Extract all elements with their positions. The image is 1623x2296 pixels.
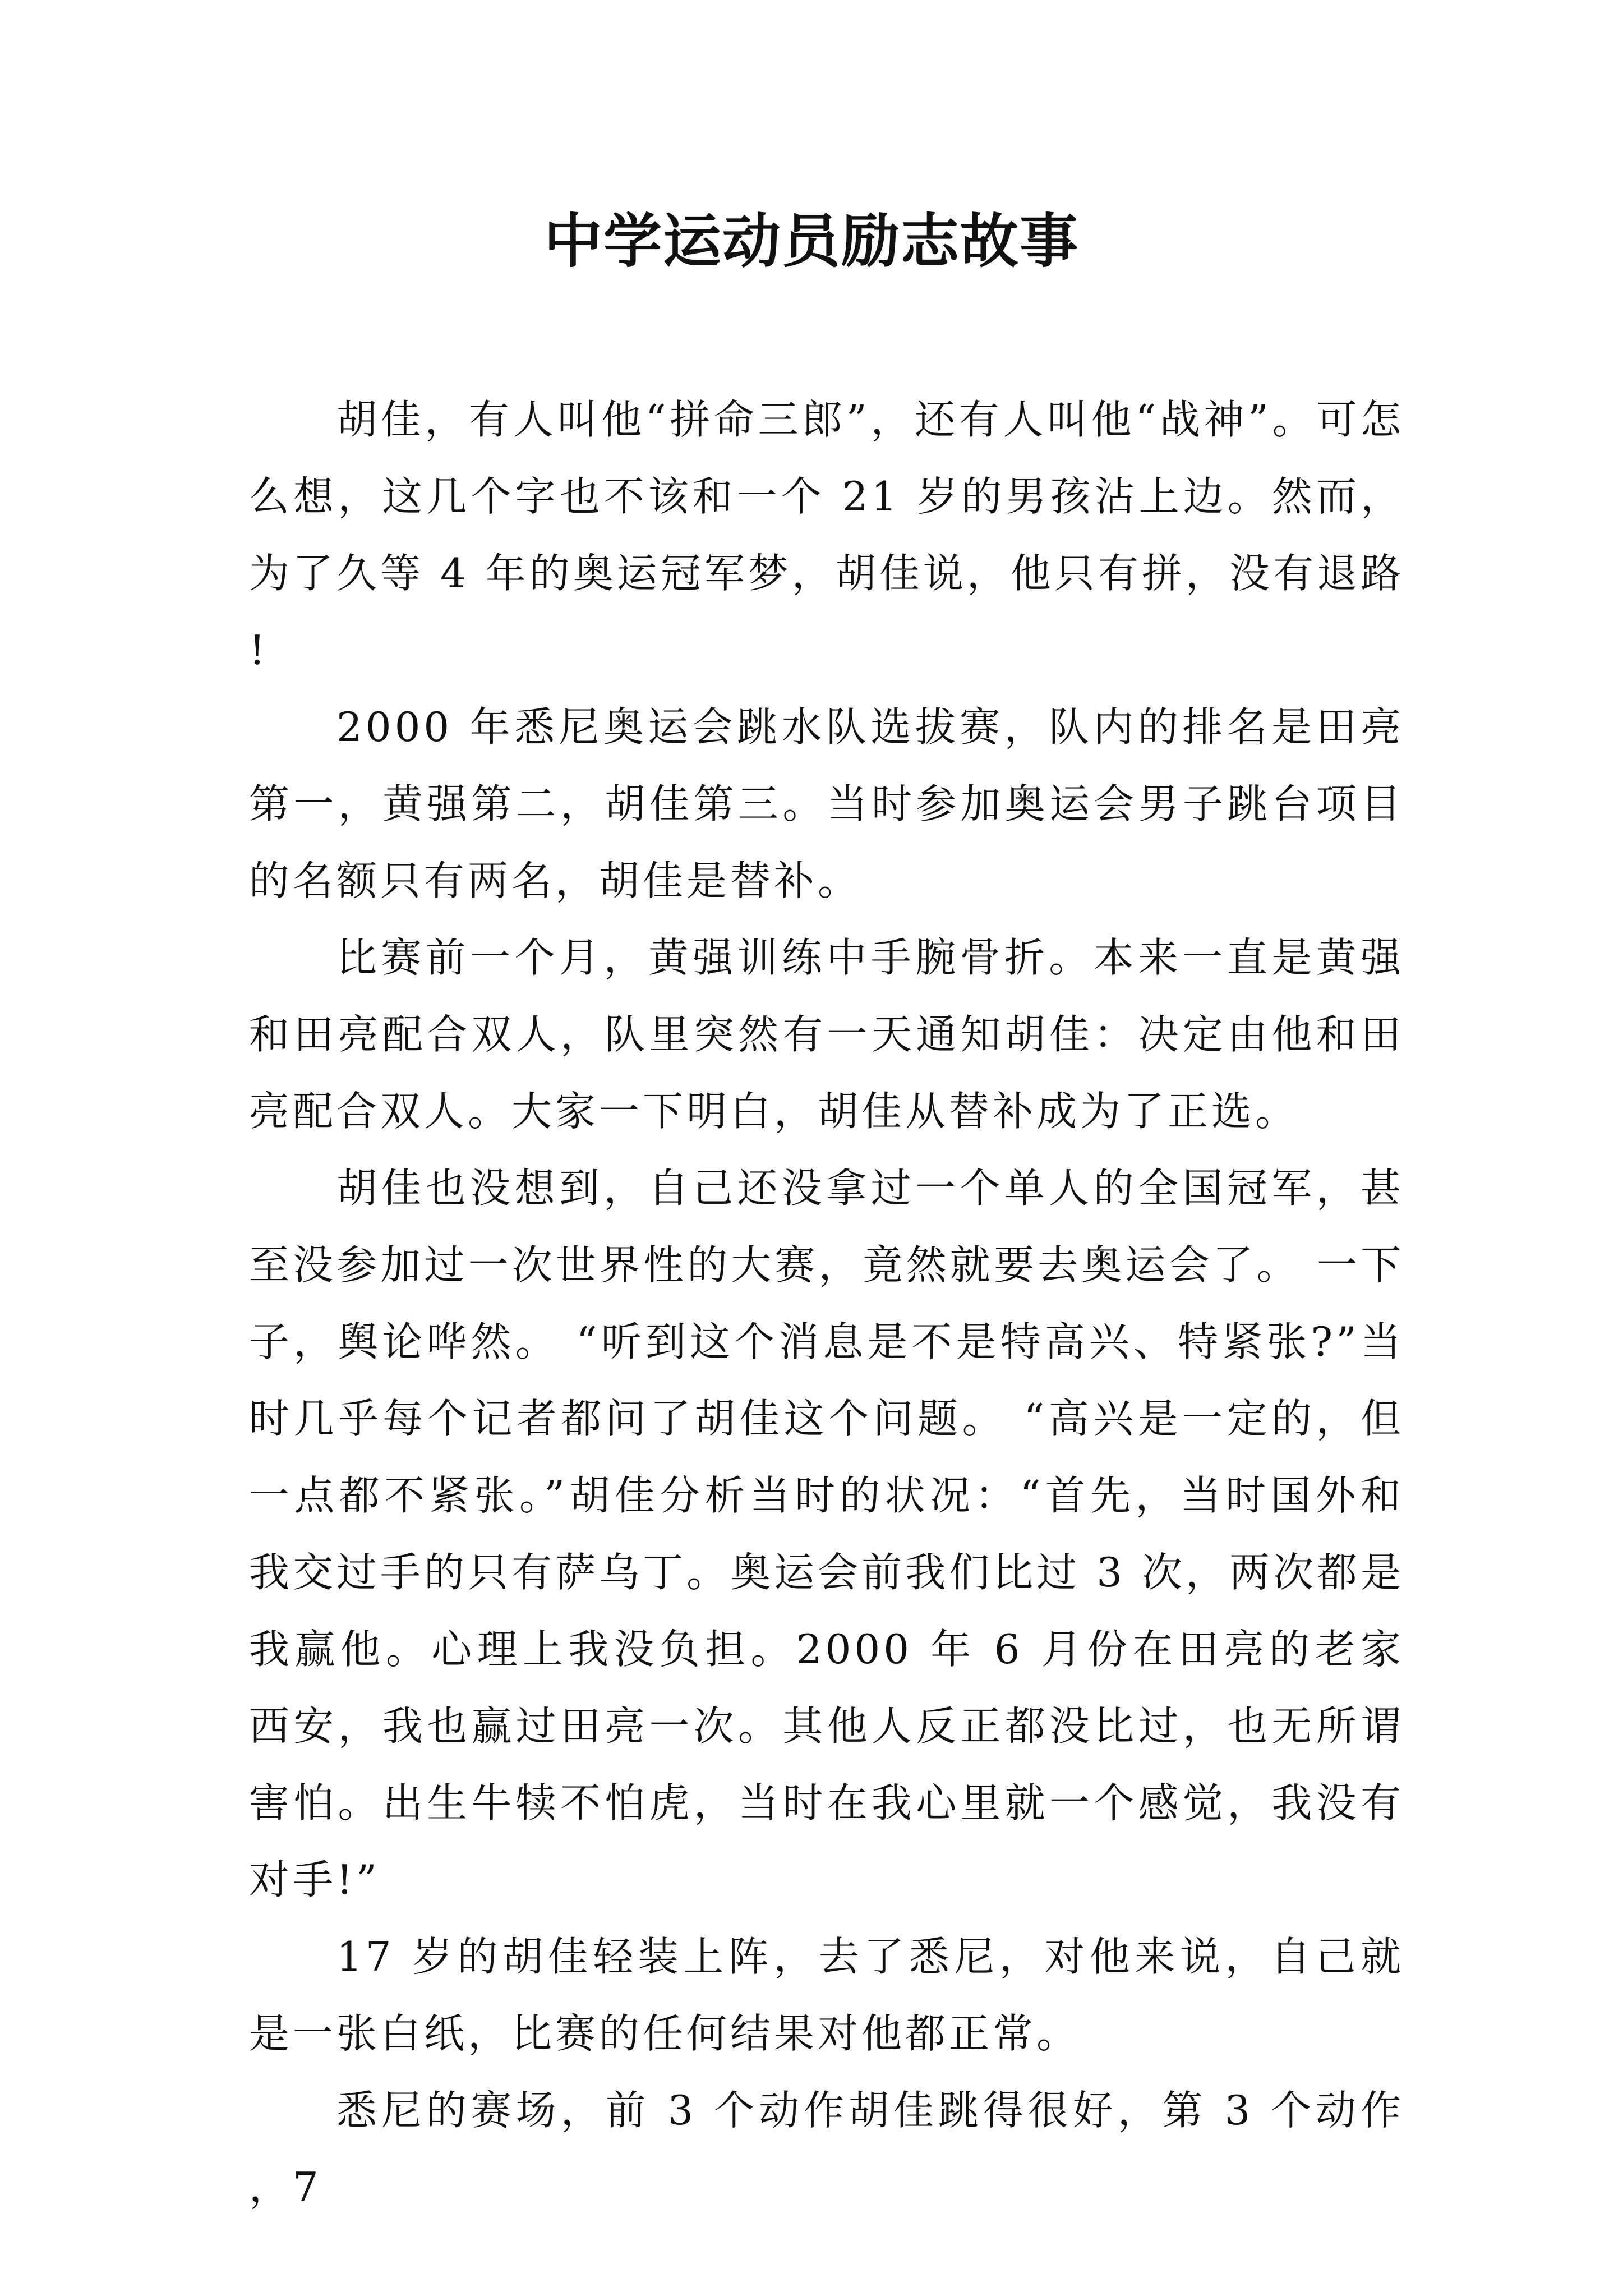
paragraph-2: 2000 年悉尼奥运会跳水队选拔赛，队内的排名是田亮第一，黄强第二，胡佳第三。当时参加奥运会男子跳台项目的名额只有两名，胡佳是替补。 [249,703,1404,904]
document-body [249,381,1404,2226]
paragraph-3: 比赛前一个月，黄强训练中手腕骨折。本来一直是黄强和田亮配合双人，队里突然有一天通知胡佳：决定由他和田亮配合双人。大家一下明白，胡佳从替补成为了正选。 [249,934,1404,1135]
paragraph-6: 悉尼的赛场，前 3 个动作胡佳跳得很好，第 3 个动作，7 [249,2087,1404,2211]
paragraph-5: 17 岁的胡佳轻装上阵，去了悉尼，对他来说，自己就是一张白纸，比赛的任何结果对他都正常。 [249,1933,1404,2057]
paragraph-1: 胡佳，有人叫他“拼命三郎”，还有人叫他“战神”。可怎么想，这几个字也不该和一个 21 岁的男孩沾上边。然而，为了久等 4 年的奥运冠军梦，胡佳说，他只有拼，没有退路! [249,396,1404,674]
paragraph-4: 胡佳也没想到，自己还没拿过一个单人的全国冠军，甚至没参加过一次世界性的大赛，竟然就要去奥运会了。 一下子，舆论哗然。 “听到这个消息是不是特高兴、特紧张?”当时几乎每个记者都问了胡佳这个问题。 “高兴是一定的，但一点都不紧张。”胡佳分析当时的状况：“首先，当时国外和我交过手的只有萨乌丁。奥运会前我们比过 3 次，两次都是我赢他。心理上我没负担。2000 年 6 月份在田亮的老家西安，我也赢过田亮一次。其他人反正都没比过，也无所谓害怕。出生牛犊不怕虎，当时在我心里就一个感觉，我没有对手!” [249,1165,1404,1903]
document-title: 中学运动员励志故事 [543,206,1079,275]
